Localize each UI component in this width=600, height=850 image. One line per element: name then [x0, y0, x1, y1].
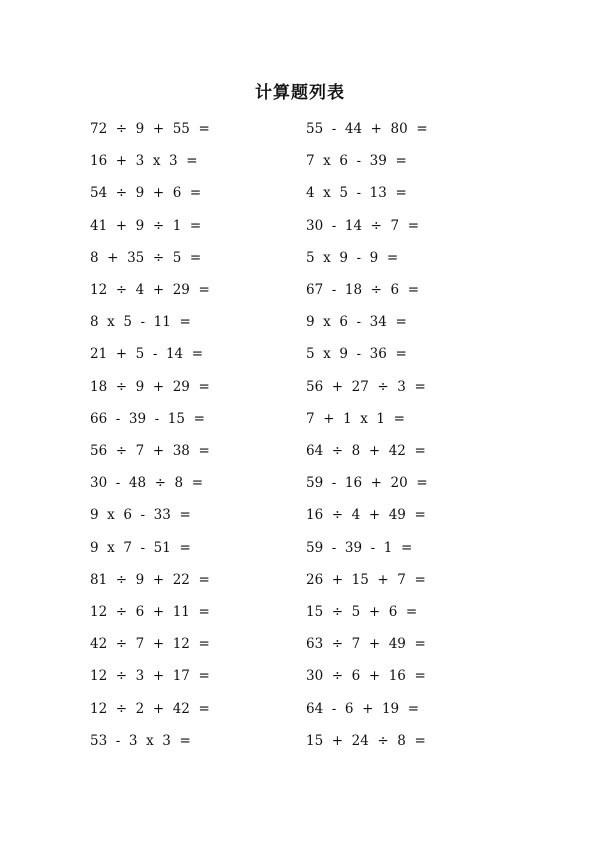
problem-right-16: 15 ÷ 5 + 6 =: [306, 604, 418, 620]
problem-left-1: 72 ÷ 9 + 55 =: [90, 121, 210, 137]
problem-left-2: 16 + 3 x 3 =: [90, 153, 198, 170]
problem-left-12: 30 - 48 ÷ 8 =: [90, 475, 204, 492]
problem-left-15: 81 ÷ 9 + 22 =: [90, 571, 210, 588]
page-title: 计算题列表: [255, 83, 345, 103]
problem-right-18: 30 ÷ 6 + 16 =: [306, 668, 426, 685]
problem-right-2: 7 x 6 - 39 =: [306, 153, 407, 170]
problem-right-5: 5 x 9 - 9 =: [306, 249, 399, 266]
problem-left-18: 12 ÷ 3 + 17 =: [90, 668, 210, 685]
problem-right-8: 5 x 9 - 36 =: [306, 346, 407, 363]
problem-right-4: 30 - 14 ÷ 7 =: [306, 217, 420, 234]
problem-left-6: 12 ÷ 4 + 29 =: [90, 282, 210, 298]
problem-right-1: 55 - 44 + 80 =: [306, 121, 428, 137]
problem-right-15: 26 + 15 + 7 =: [306, 571, 426, 588]
problem-right-10: 7 + 1 x 1 =: [306, 410, 405, 427]
problem-left-16: 12 ÷ 6 + 11 =: [90, 604, 210, 620]
problem-right-13: 16 ÷ 4 + 49 =: [306, 507, 426, 524]
problem-left-5: 8 + 35 ÷ 5 =: [90, 249, 202, 266]
problem-right-11: 64 ÷ 8 + 42 =: [306, 443, 426, 459]
problem-left-19: 12 ÷ 2 + 42 =: [90, 700, 210, 717]
problem-left-7: 8 x 5 - 11 =: [90, 314, 191, 331]
problem-right-9: 56 + 27 ÷ 3 =: [306, 378, 426, 395]
problem-left-3: 54 ÷ 9 + 6 =: [90, 185, 202, 202]
problem-right-14: 59 - 39 - 1 =: [306, 539, 413, 556]
problem-right-17: 63 ÷ 7 + 49 =: [306, 636, 426, 653]
problem-left-10: 66 - 39 - 15 =: [90, 410, 205, 427]
problem-left-20: 53 - 3 x 3 =: [90, 732, 191, 749]
problem-left-4: 41 + 9 ÷ 1 =: [90, 217, 202, 234]
problem-left-14: 9 x 7 - 51 =: [90, 539, 191, 556]
problem-left-11: 56 ÷ 7 + 38 =: [90, 443, 210, 459]
problem-right-20: 15 + 24 ÷ 8 =: [306, 732, 426, 749]
problem-right-3: 4 x 5 - 13 =: [306, 185, 407, 202]
problem-right-12: 59 - 16 + 20 =: [306, 475, 428, 492]
problem-left-13: 9 x 6 - 33 =: [90, 507, 191, 524]
problem-right-7: 9 x 6 - 34 =: [306, 314, 407, 331]
problem-right-6: 67 - 18 ÷ 6 =: [306, 282, 420, 298]
problem-right-19: 64 - 6 + 19 =: [306, 700, 420, 717]
problem-left-8: 21 + 5 - 14 =: [90, 346, 204, 363]
problem-left-17: 42 ÷ 7 + 12 =: [90, 636, 210, 653]
problem-left-9: 18 ÷ 9 + 29 =: [90, 378, 210, 395]
